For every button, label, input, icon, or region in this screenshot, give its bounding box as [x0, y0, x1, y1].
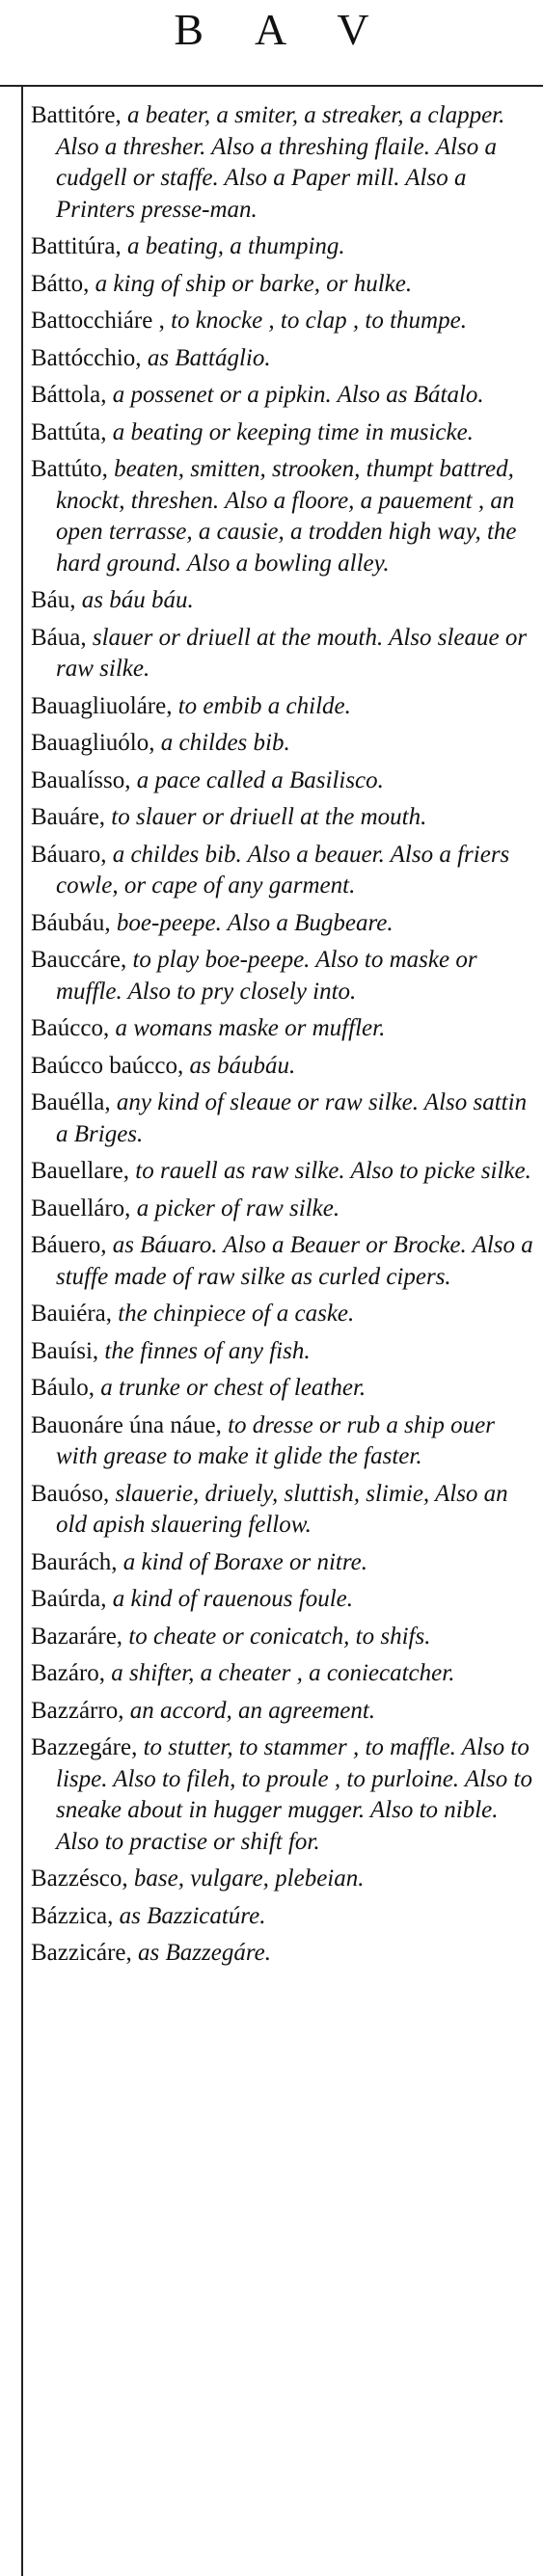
column-rule	[21, 87, 23, 2576]
dictionary-entry	[31, 454, 535, 579]
dictionary-entry	[31, 1013, 535, 1045]
dictionary-entry	[31, 1299, 535, 1330]
entry-definition: beaten, smitten, strooken, thumpt battred, knockt, threshen. Also a floore, a pauement , an open terrasse, a causie, a trodden high way, the hard ground. Also a bowling alley.	[56, 456, 517, 577]
entry-definition: to knocke , to clap , to thumpe.	[164, 308, 467, 334]
dictionary-entry	[31, 1479, 535, 1542]
entry-definition: a kind of rauenous foule.	[106, 1586, 353, 1612]
entry-definition: a king of ship or barke, or hulke.	[89, 270, 413, 297]
entry-headword: Bazzárro,	[31, 1697, 124, 1724]
dictionary-entry	[31, 802, 535, 834]
entry-definition: slauerie, driuely, sluttish, slimie, Also an old apish slauering fellow.	[56, 1480, 508, 1538]
entry-definition: an accord, an agreement.	[123, 1697, 376, 1724]
entry-headword: Baúcco,	[31, 1015, 110, 1041]
entry-definition: a beating, a thumping.	[121, 233, 345, 259]
entry-headword: Báuero,	[31, 1232, 107, 1258]
entry-headword: Battúto,	[31, 456, 108, 482]
entry-headword: Baualísso,	[31, 766, 131, 793]
entry-headword: Bazzegáre,	[31, 1734, 138, 1760]
entry-headword: Battitúra,	[31, 233, 122, 259]
entry-definition: to play boe-peepe. Also to maske or muffle. Also to pry closely into.	[56, 947, 477, 1005]
dictionary-entry	[31, 343, 535, 375]
entry-headword: Bátto,	[31, 270, 90, 297]
entry-definition: a childes bib.	[154, 730, 290, 756]
dictionary-entry	[31, 231, 535, 263]
dictionary-entry	[31, 1230, 535, 1293]
dictionary-entry	[31, 1410, 535, 1473]
entry-headword: Bauccáre,	[31, 947, 127, 973]
entry-definition: to embib a childe.	[172, 692, 351, 719]
entry-headword: Bauagliuoláre,	[31, 692, 173, 719]
entry-definition: boe-peepe. Also a Bugbeare.	[110, 909, 394, 936]
entry-headword: Báu,	[31, 587, 76, 613]
entry-headword: Báua,	[31, 624, 87, 651]
entry-definition: base, vulgare, plebeian.	[127, 1865, 365, 1892]
entry-definition: a kind of Boraxe or nitre.	[117, 1548, 367, 1575]
entry-definition: a shifter, a cheater , a coniecatcher.	[105, 1660, 455, 1686]
entry-definition: slauer or driuell at the mouth. Also sleaue or raw silke.	[56, 624, 528, 682]
dictionary-entry	[31, 380, 535, 412]
entry-headword: Bazzésco,	[31, 1865, 128, 1892]
dictionary-entry	[31, 269, 535, 301]
entry-headword: Bauísi,	[31, 1337, 99, 1364]
entry-headword: Bauelláro,	[31, 1194, 131, 1221]
dictionary-entry	[31, 945, 535, 1007]
dictionary-entry	[31, 1584, 535, 1616]
dictionary-entry	[31, 1938, 535, 1970]
entry-headword: Bauélla,	[31, 1089, 111, 1115]
entry-definition: a womans maske or muffler.	[109, 1015, 386, 1041]
entry-definition: as Bazzegáre.	[131, 1940, 271, 1966]
entry-definition: any kind of sleaue or raw silke. Also sattin a Briges.	[56, 1089, 528, 1147]
entry-definition: as Bazzicatúre.	[113, 1902, 266, 1929]
entry-definition: as báu báu.	[75, 587, 194, 613]
dictionary-entry	[31, 1658, 535, 1690]
dictionary-entry	[31, 623, 535, 685]
entry-definition: as báubáu.	[183, 1052, 296, 1079]
entry-definition: to dresse or rub a ship ouer with grease to make it glide the faster.	[56, 1411, 495, 1469]
entry-definition: as Báuaro. Also a Beauer or Brocke. Also a stuffe made of raw silke as curled cipers.	[56, 1232, 533, 1290]
dictionary-entry	[31, 306, 535, 337]
entry-definition: to slauer or driuell at the mouth.	[105, 804, 427, 830]
entry-headword: Bazaráre,	[31, 1623, 123, 1650]
dictionary-entry	[31, 1547, 535, 1579]
dictionary-entry	[31, 1194, 535, 1225]
entry-headword: Battócchio,	[31, 344, 142, 371]
entry-headword: Battitóre,	[31, 102, 122, 128]
entry-headword: Baúcco baúcco,	[31, 1052, 184, 1079]
entry-headword: Báubáu,	[31, 909, 111, 936]
entry-headword: Bauiéra,	[31, 1301, 112, 1327]
entry-definition: a trunke or chest of leather.	[94, 1375, 367, 1401]
dictionary-entry	[31, 1864, 535, 1895]
entry-definition: a pace called a Basilisco.	[130, 766, 384, 793]
entry-headword: Battocchiáre ,	[31, 308, 165, 334]
dictionary-entry	[31, 691, 535, 723]
dictionary-entry	[31, 1087, 535, 1150]
dictionary-entry	[31, 1051, 535, 1083]
entry-definition: a possenet or a pipkin. Also as Bátalo.	[106, 382, 484, 408]
entry-headword: Báuaro,	[31, 841, 107, 868]
dictionary-entry	[31, 100, 535, 226]
entry-definition: a picker of raw silke.	[130, 1194, 340, 1221]
dictionary-entry	[31, 1901, 535, 1933]
dictionary-entry	[31, 1336, 535, 1368]
entry-headword: Baurách,	[31, 1548, 118, 1575]
entry-headword: Bazzicáre,	[31, 1940, 132, 1966]
dictionary-entry	[31, 1622, 535, 1653]
entry-definition: the chinpiece of a caske.	[111, 1301, 355, 1327]
entry-headword: Baúrda,	[31, 1586, 107, 1612]
entry-definition: to cheate or conicatch, to shifs.	[122, 1623, 431, 1650]
running-head: B A V	[174, 5, 391, 54]
entry-headword: Báttola,	[31, 382, 107, 408]
dictionary-entry	[31, 417, 535, 449]
entry-definition: to rauell as raw silke. Also to picke silke.	[129, 1158, 531, 1184]
dictionary-entry	[31, 1156, 535, 1188]
header-rule	[0, 85, 543, 87]
entry-definition: a beating or keeping time in musicke.	[106, 418, 474, 445]
entry-headword: Bauonáre úna náue,	[31, 1411, 222, 1438]
dictionary-entry	[31, 908, 535, 940]
dictionary-entry	[31, 765, 535, 797]
entry-headword: Bauagliuólo,	[31, 730, 155, 756]
dictionary-entry	[31, 1732, 535, 1858]
dictionary-entry	[31, 1373, 535, 1405]
entry-definition: a beater, a smiter, a streaker, a clapper. Also a thresher. Also a threshing flaile. Also a cudgell or staffe. Also a Paper mill. Also a Printers presse-man.	[56, 102, 505, 223]
entry-headword: Báulo,	[31, 1375, 95, 1401]
entry-headword: Bauellare,	[31, 1158, 130, 1184]
entry-definition: the finnes of any fish.	[98, 1337, 311, 1364]
dictionary-entry	[31, 840, 535, 902]
entry-definition: to stutter, to stammer , to maffle. Also to lispe. Also to fileh, to proule , to purloine. Also to sneake about in hugger mugger. Also to nible. Also to practise or shift for.	[56, 1734, 532, 1855]
page-header	[0, 0, 543, 58]
entry-headword: Bauáre,	[31, 804, 106, 830]
entry-headword: Bázzica,	[31, 1902, 114, 1929]
entry-headword: Battúta,	[31, 418, 107, 445]
entry-definition: as Battáglio.	[141, 344, 271, 371]
dictionary-entry	[31, 585, 535, 617]
entry-headword: Bazáro,	[31, 1660, 106, 1686]
entry-headword: Bauóso,	[31, 1480, 110, 1507]
entry-definition: a childes bib. Also a beauer. Also a friers cowle, or cape of any garment.	[56, 841, 510, 899]
dictionary-entries	[31, 100, 535, 1975]
dictionary-entry	[31, 1696, 535, 1728]
dictionary-entry	[31, 728, 535, 760]
